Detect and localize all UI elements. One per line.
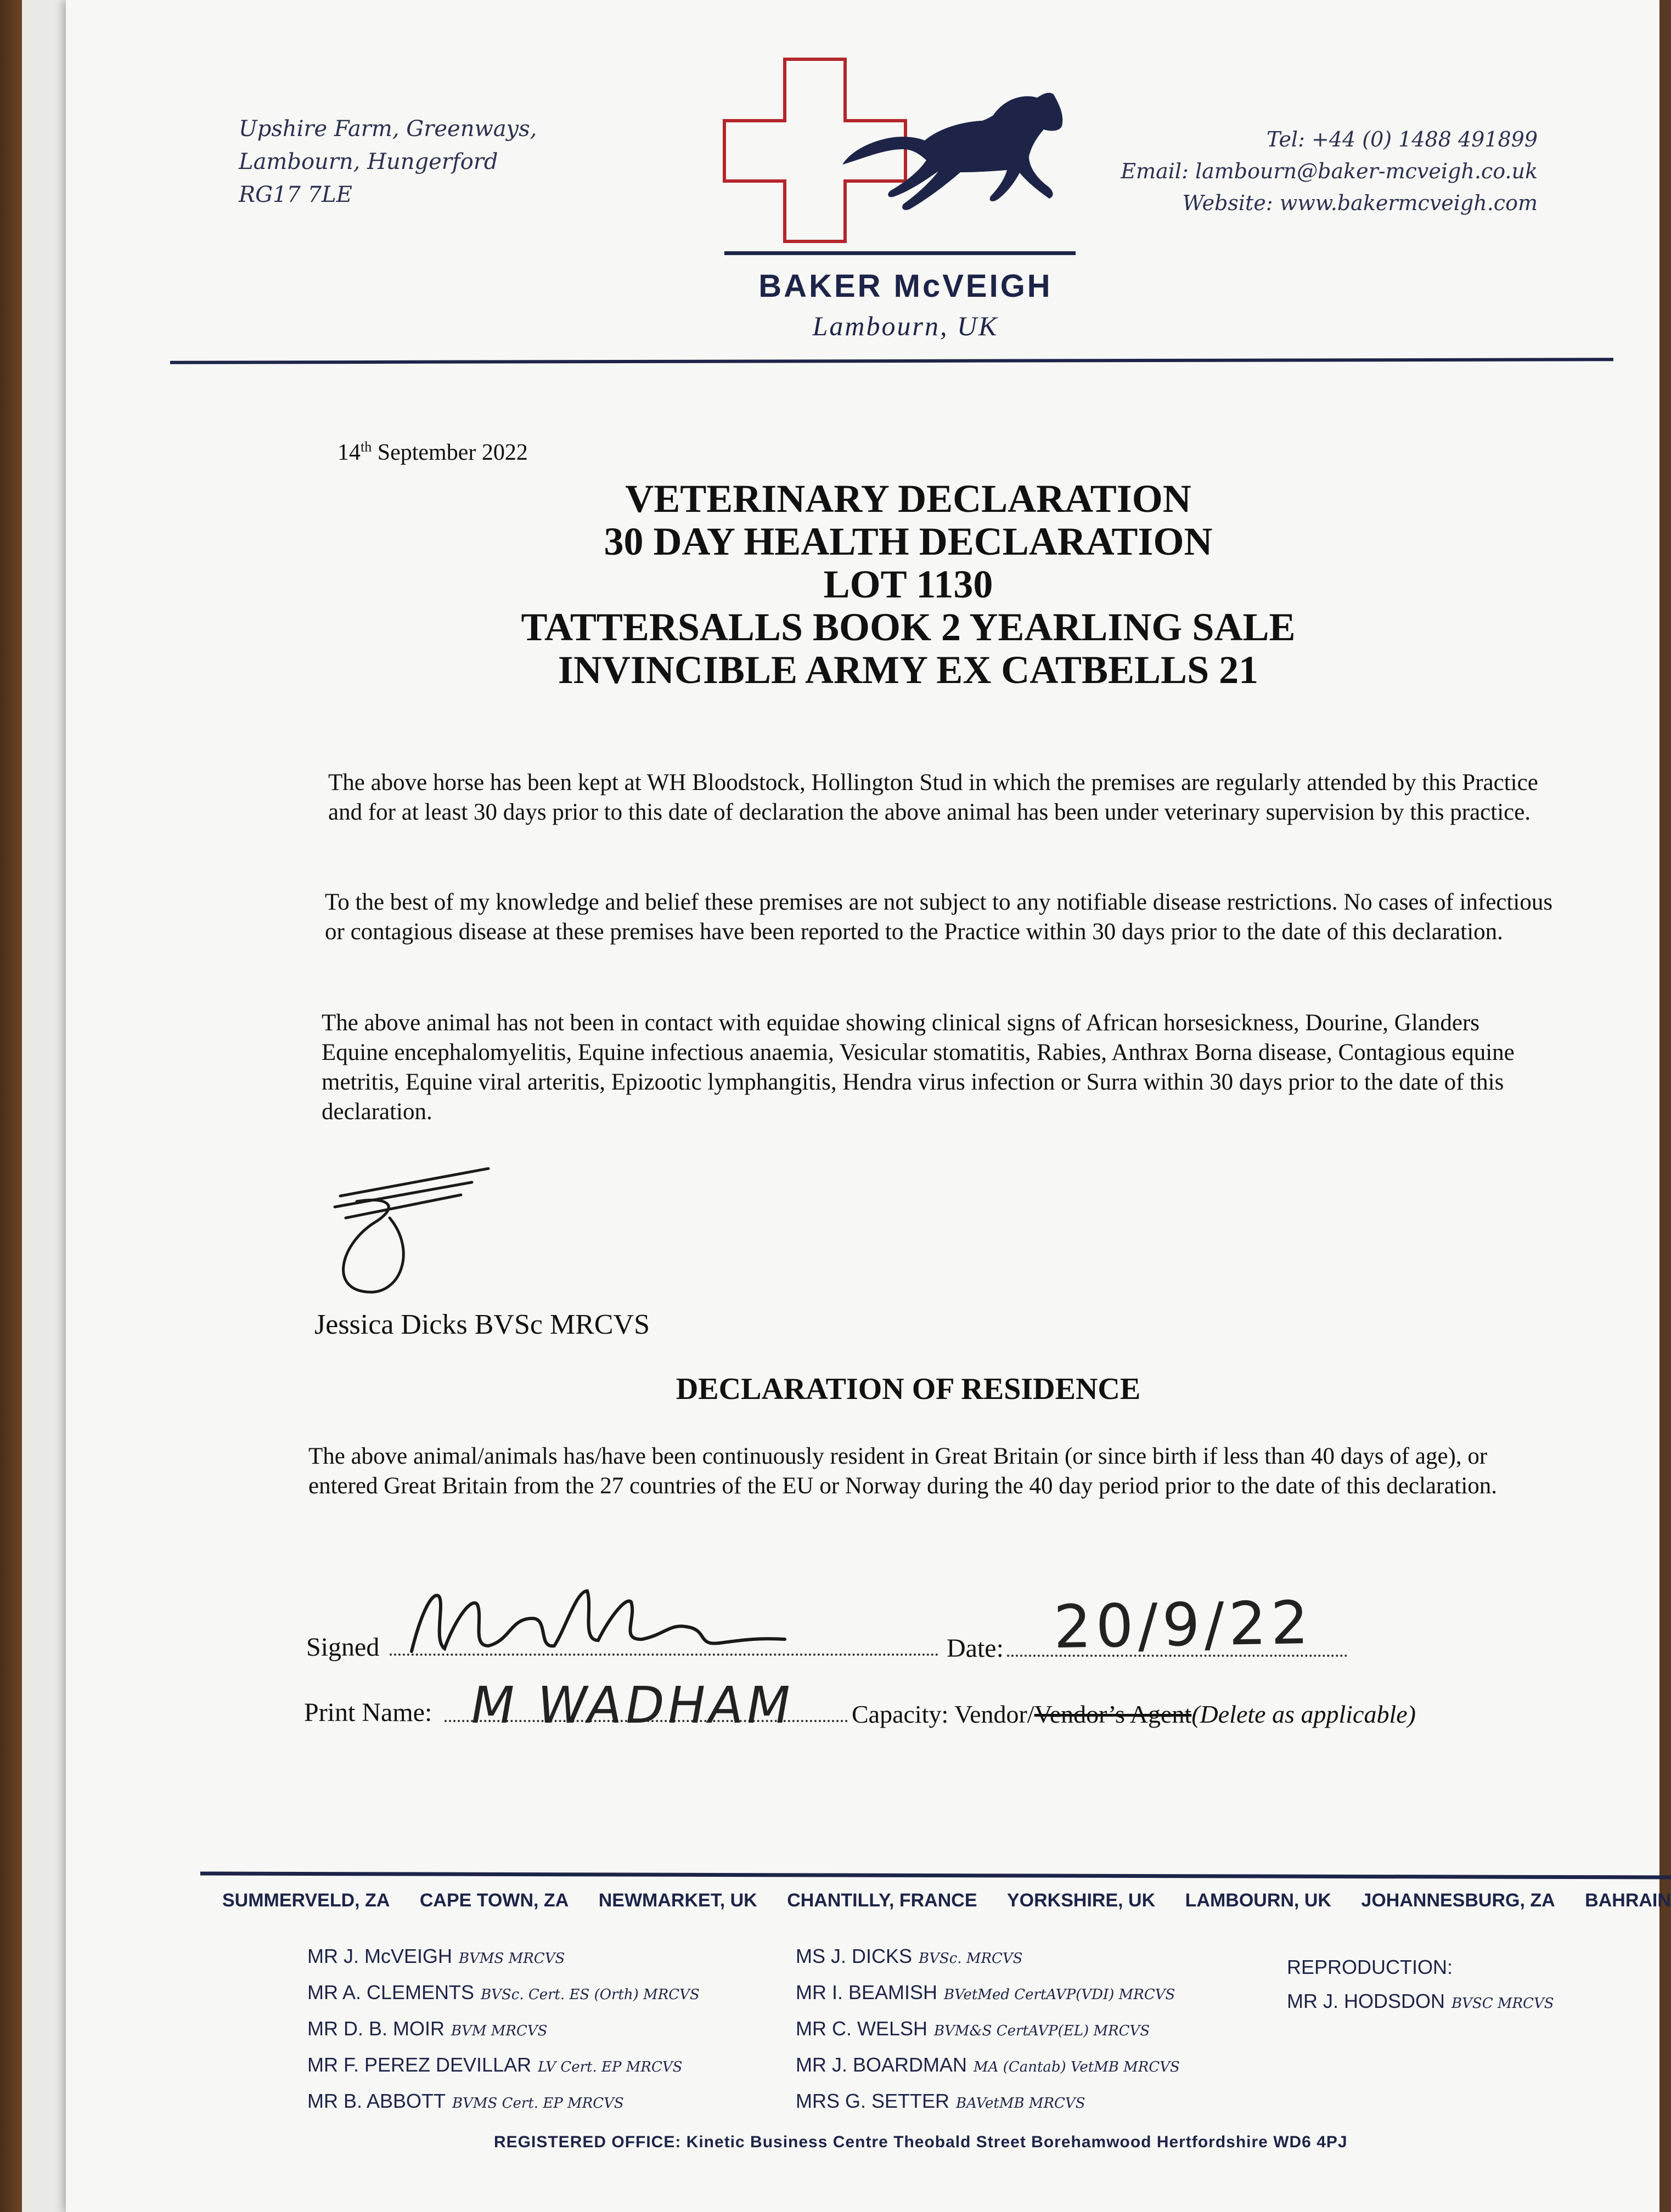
- staff-entry: [796, 2048, 1180, 2084]
- brand-name: BAKER McVEIGH: [758, 268, 1053, 304]
- address-line: Upshire Farm, Greenways,: [239, 116, 537, 142]
- office-location: CHANTILLY, FRANCE: [787, 1890, 977, 1911]
- body-paragraph: The above horse has been kept at WH Bloodstock, Hollington Stud in which the premises are regularly attended by this Practice and for at least 30 days prior to this date of declaration the above animal has been under veterinary supervision by this practice.: [328, 770, 1538, 825]
- print-name-label: Print Name:: [304, 1698, 432, 1727]
- capacity-note: (Delete as applicable): [1191, 1700, 1416, 1728]
- staff-quals: BAVetMB MRCVS: [956, 2095, 1085, 2112]
- vet-signature: [307, 1158, 516, 1300]
- registered-office: REGISTERED OFFICE: Kinetic Business Centre Theobald Street Borehamwood Hertfordshire WD6 4PJ: [494, 2133, 1348, 2151]
- document-date: [337, 439, 528, 466]
- practice-contact: [1121, 123, 1538, 219]
- staff-entry: [796, 2012, 1180, 2048]
- body-paragraph: The above animal has not been in contact with equidae showing clinical signs of African horsesickness, Dourine, Glanders Equine encephalomyelitis, Equine infectious anaemia, Vesicular stomatitis, Rabies, Anthrax Borna disease, Contagious equine metritis, Equine viral arteritis, Epizootic lymphangitis, Hendra virus infection or Surra within 30 days prior to the date of this declaration.: [322, 1010, 1515, 1125]
- declaration-titles: [373, 477, 1443, 691]
- residence-title: DECLARATION OF RESIDENCE: [676, 1372, 1141, 1406]
- residence-text: The above animal/animals has/have been continuously resident in Great Britain (or since birth if less than 40 days of age), or entered Great Britain from the 27 countries of the EU or Norway during the 40 day period prior to the date of this declaration.: [308, 1443, 1498, 1499]
- phone-line: Tel: +44 (0) 1488 491899: [1267, 127, 1538, 151]
- email-line: Email: lambourn@baker-mcveigh.co.uk: [1121, 159, 1538, 183]
- staff-name: MR C. WELSH: [796, 2017, 928, 2040]
- office-location: JOHANNESBURG, ZA: [1361, 1890, 1555, 1911]
- staff-quals: BVM MRCVS: [451, 2023, 548, 2039]
- brand-location: Lambourn, UK: [812, 311, 999, 341]
- staff-entry: [796, 1976, 1180, 2012]
- capacity-struck-option: Vendor’s Agent: [1034, 1700, 1192, 1728]
- vet-name: Jessica Dicks BVSc MRCVS: [314, 1309, 650, 1340]
- office-location: LAMBOURN, UK: [1185, 1890, 1331, 1911]
- staff-entry: [796, 2084, 1180, 2120]
- staff-quals: BVetMed CertAVP(VDI) MRCVS: [944, 1987, 1175, 2003]
- staff-entry: [307, 1976, 700, 2012]
- staff-quals: BVSC MRCVS: [1451, 1995, 1554, 2012]
- office-locations: [222, 1890, 1671, 1911]
- body-paragraph: To the best of my knowledge and belief these premises are not subject to any notifiable disease restrictions. No cases of infectious or contagious disease at these premises have been reported to the Practice within 30 days prior to the date of this declaration.: [325, 889, 1553, 945]
- title-line: INVINCIBLE ARMY EX CATBELLS 21: [558, 648, 1259, 692]
- office-location: CAPE TOWN, ZA: [419, 1890, 569, 1911]
- staff-entry: [307, 1939, 700, 1976]
- footer-divider: [200, 1871, 1671, 1879]
- date-day: 14: [337, 440, 361, 465]
- staff-name: MRS G. SETTER: [796, 2090, 950, 2112]
- staff-entry: [796, 1939, 1180, 1976]
- website-line: Website: www.bakermcveigh.com: [1182, 191, 1538, 215]
- staff-quals: BVMS MRCVS: [459, 1950, 565, 1967]
- title-line: 30 DAY HEALTH DECLARATION: [604, 520, 1213, 563]
- date-suffix: th: [361, 439, 372, 455]
- capacity-label: Capacity: Vendor/: [852, 1700, 1034, 1728]
- address-line: Lambourn, Hungerford: [239, 149, 498, 174]
- staff-name: MR J. HODSDON: [1287, 1990, 1445, 2012]
- office-location: YORKSHIRE, UK: [1007, 1890, 1156, 1911]
- date-rest: September 2022: [372, 440, 528, 465]
- office-location: SUMMERVELD, ZA: [222, 1890, 390, 1911]
- vendor-signature: [401, 1575, 796, 1668]
- office-location: NEWMARKET, UK: [598, 1890, 757, 1911]
- reproduction-heading: REPRODUCTION:: [1287, 1956, 1453, 1978]
- staff-quals: LV Cert. EP MRCVS: [538, 2059, 683, 2075]
- office-location: BAHRAIN: [1585, 1890, 1671, 1911]
- staff-name: MR J. McVEIGH: [307, 1945, 453, 1967]
- staff-entry: [307, 2048, 700, 2084]
- staff-quals: BVMS Cert. EP MRCVS: [452, 2095, 624, 2112]
- staff-name: MR I. BEAMISH: [796, 1981, 938, 2004]
- capacity-field: [852, 1700, 1416, 1729]
- staff-quals: BVSc. Cert. ES (Orth) MRCVS: [481, 1987, 700, 2003]
- staff-name: MR F. PEREZ DEVILLAR: [307, 2053, 532, 2076]
- handwritten-print-name: M WADHAM: [465, 1676, 799, 1735]
- declaration-page: [66, 0, 1671, 2212]
- staff-name: MR J. BOARDMAN: [796, 2053, 967, 2076]
- staff-name: MR A. CLEMENTS: [307, 1981, 475, 2004]
- title-line: VETERINARY DECLARATION: [625, 477, 1191, 521]
- signed-label: Signed: [306, 1633, 380, 1662]
- title-line: TATTERSALLS BOOK 2 YEARLING SALE: [521, 605, 1296, 649]
- address-line: RG17 7LE: [239, 182, 352, 207]
- staff-entry: [1287, 1984, 1554, 2021]
- staff-quals: BVSc. MRCVS: [919, 1950, 1023, 1967]
- galloping-horse-icon: [842, 93, 1062, 210]
- staff-entry: [307, 2084, 700, 2120]
- staff-entry: [307, 2012, 700, 2048]
- staff-column: [307, 1939, 700, 2120]
- staff-name: MR B. ABBOTT: [307, 2090, 446, 2112]
- staff-column: [1287, 1950, 1554, 2021]
- staff-quals: MA (Cantab) VetMB MRCVS: [974, 2059, 1180, 2075]
- staff-name: MS J. DICKS: [796, 1945, 913, 1967]
- staff-name: MR D. B. MOIR: [307, 2017, 445, 2040]
- staff-column: [796, 1939, 1180, 2120]
- title-line: LOT 1130: [823, 562, 993, 606]
- handwritten-date: 20/9/22: [1053, 1588, 1314, 1662]
- date-label: Date:: [947, 1634, 1004, 1663]
- practice-address: [239, 112, 537, 211]
- staff-quals: BVM&S CertAVP(EL) MRCVS: [934, 2023, 1150, 2039]
